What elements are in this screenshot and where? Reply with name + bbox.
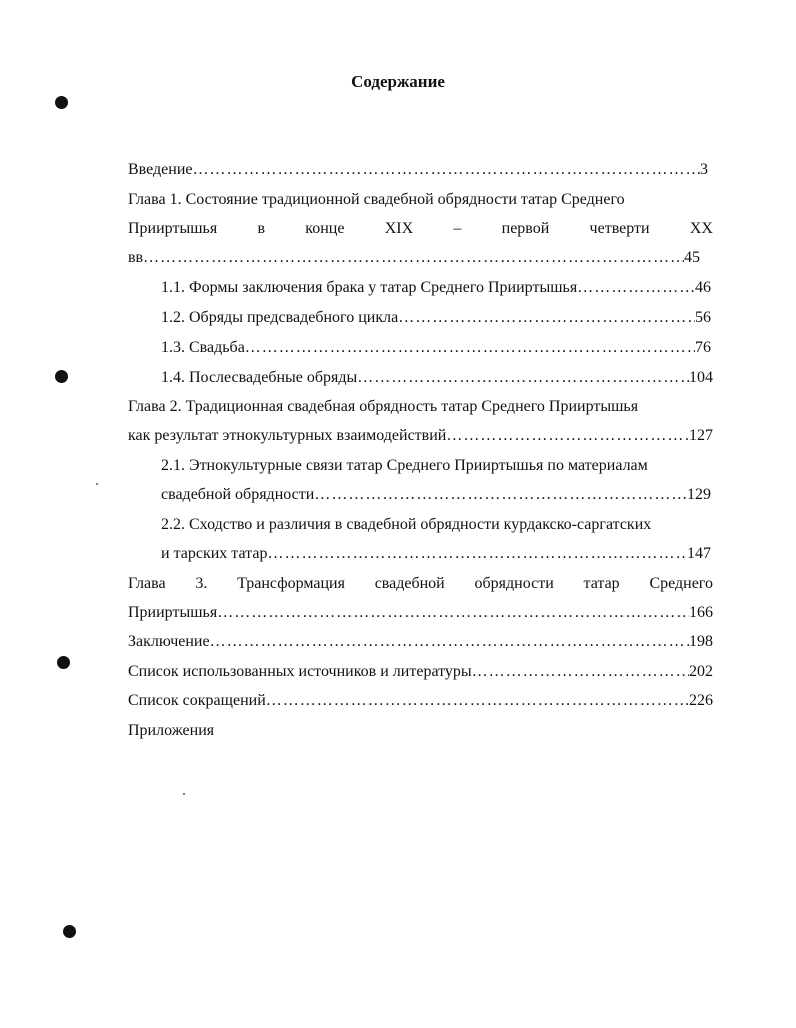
toc-entry-page: 45	[684, 249, 700, 266]
toc-entry-page: 166	[689, 604, 713, 621]
toc-entry-chapter-1	[128, 248, 700, 268]
toc-entry-intro	[128, 160, 708, 180]
toc-entry-2-2	[161, 544, 711, 564]
toc-entry-1-4	[161, 368, 713, 388]
toc-leader-dots	[245, 338, 695, 358]
punch-hole-mark	[57, 656, 70, 669]
toc-leader-dots	[314, 485, 687, 505]
toc-leader-dots	[266, 691, 689, 711]
toc-section-2-2-line: 2.2. Сходство и различия в свадебной обрядности курдакско-саргатских	[161, 516, 652, 533]
toc-entry-label: Введение	[128, 161, 193, 178]
toc-entry-page: 46	[695, 279, 711, 296]
toc-entry-label: Прииртышья	[128, 604, 218, 621]
toc-leader-dots	[267, 544, 687, 564]
toc-entry-label: как результат этнокультурных взаимодействий	[128, 427, 447, 444]
toc-entry-1-2	[161, 308, 711, 328]
toc-chapter-3-justified-line	[128, 574, 713, 594]
toc-entry-page: 104	[689, 369, 713, 386]
toc-word: свадебной	[374, 575, 445, 592]
toc-entry-chapter-2	[128, 426, 713, 446]
page-title: Содержание	[351, 72, 445, 91]
toc-word: –	[453, 220, 462, 237]
toc-entry-page: 198	[689, 633, 713, 650]
toc-word: Трансформация	[237, 575, 345, 592]
punch-hole-mark	[55, 96, 68, 109]
toc-leader-dots	[398, 308, 695, 328]
toc-word: Среднего	[649, 575, 713, 592]
toc-word: четверти	[589, 220, 650, 237]
toc-leader-dots	[210, 632, 689, 652]
toc-chapter-2-line: Глава 2. Традиционная свадебная обрядность татар Среднего Прииртышья	[128, 398, 639, 415]
toc-entry-chapter-3	[128, 603, 713, 623]
toc-leader-dots	[357, 368, 689, 388]
toc-entry-label: Заключение	[128, 633, 210, 650]
toc-leader-dots	[193, 160, 701, 180]
toc-leader-dots	[577, 278, 695, 298]
scan-speck	[96, 483, 98, 485]
toc-entry-label: вв	[128, 249, 144, 266]
toc-entry-page: 147	[687, 545, 711, 562]
toc-word: татар	[583, 575, 620, 592]
toc-entry-page: 129	[687, 486, 711, 503]
toc-entry-abbreviations	[128, 691, 713, 711]
toc-entry-page: 76	[695, 339, 711, 356]
toc-entry-page: 3	[700, 161, 708, 178]
toc-leader-dots	[143, 248, 684, 268]
toc-entry-label: 1.1. Формы заключения брака у татар Среднего Прииртышья	[161, 279, 578, 296]
toc-word: XIX	[384, 220, 414, 237]
toc-leader-dots	[446, 426, 689, 446]
toc-chapter-1-line: Глава 1. Состояние традиционной свадебной обрядности татар Среднего	[128, 191, 625, 208]
toc-entry-1-3	[161, 338, 711, 358]
toc-entry-label: и тарских татар	[161, 545, 268, 562]
punch-hole-mark	[55, 370, 68, 383]
toc-entry-label: 1.4. Послесвадебные обряды	[161, 369, 358, 386]
toc-word: в	[257, 220, 265, 237]
toc-word: Прииртышья	[128, 220, 218, 237]
toc-chapter-1-justified-line	[128, 219, 713, 239]
toc-entry-conclusion	[128, 632, 713, 652]
toc-word: обрядности	[474, 575, 554, 592]
toc-leader-dots	[472, 662, 689, 682]
toc-word: 3.	[195, 575, 208, 592]
toc-word: конце	[305, 220, 345, 237]
toc-word: первой	[501, 220, 550, 237]
toc-entry-2-1	[161, 485, 711, 505]
scan-speck	[183, 793, 185, 795]
toc-section-2-1-line: 2.1. Этнокультурные связи татар Среднего Прииртышья по материалам	[161, 457, 648, 474]
toc-entry-sources	[128, 662, 713, 682]
toc-entry-label: 1.3. Свадьба	[161, 339, 245, 356]
toc-leader-dots	[217, 603, 689, 623]
toc-entry-1-1	[161, 278, 711, 298]
toc-entry-label: свадебной обрядности	[161, 486, 315, 503]
toc-entry-page: 56	[695, 309, 711, 326]
toc-entry-page: 202	[689, 663, 713, 680]
toc-word: Глава	[128, 575, 166, 592]
toc-entry-page: 127	[689, 427, 713, 444]
toc-entry-label: Список использованных источников и литературы	[128, 663, 472, 680]
toc-entry-label: 1.2. Обряды предсвадебного цикла	[161, 309, 399, 326]
toc-entry-page: 226	[689, 692, 713, 709]
toc-entry-label: Список сокращений	[128, 692, 266, 709]
toc-entry-appendix: Приложения	[128, 722, 215, 739]
toc-word: XX	[689, 220, 713, 237]
punch-hole-mark	[63, 925, 76, 938]
